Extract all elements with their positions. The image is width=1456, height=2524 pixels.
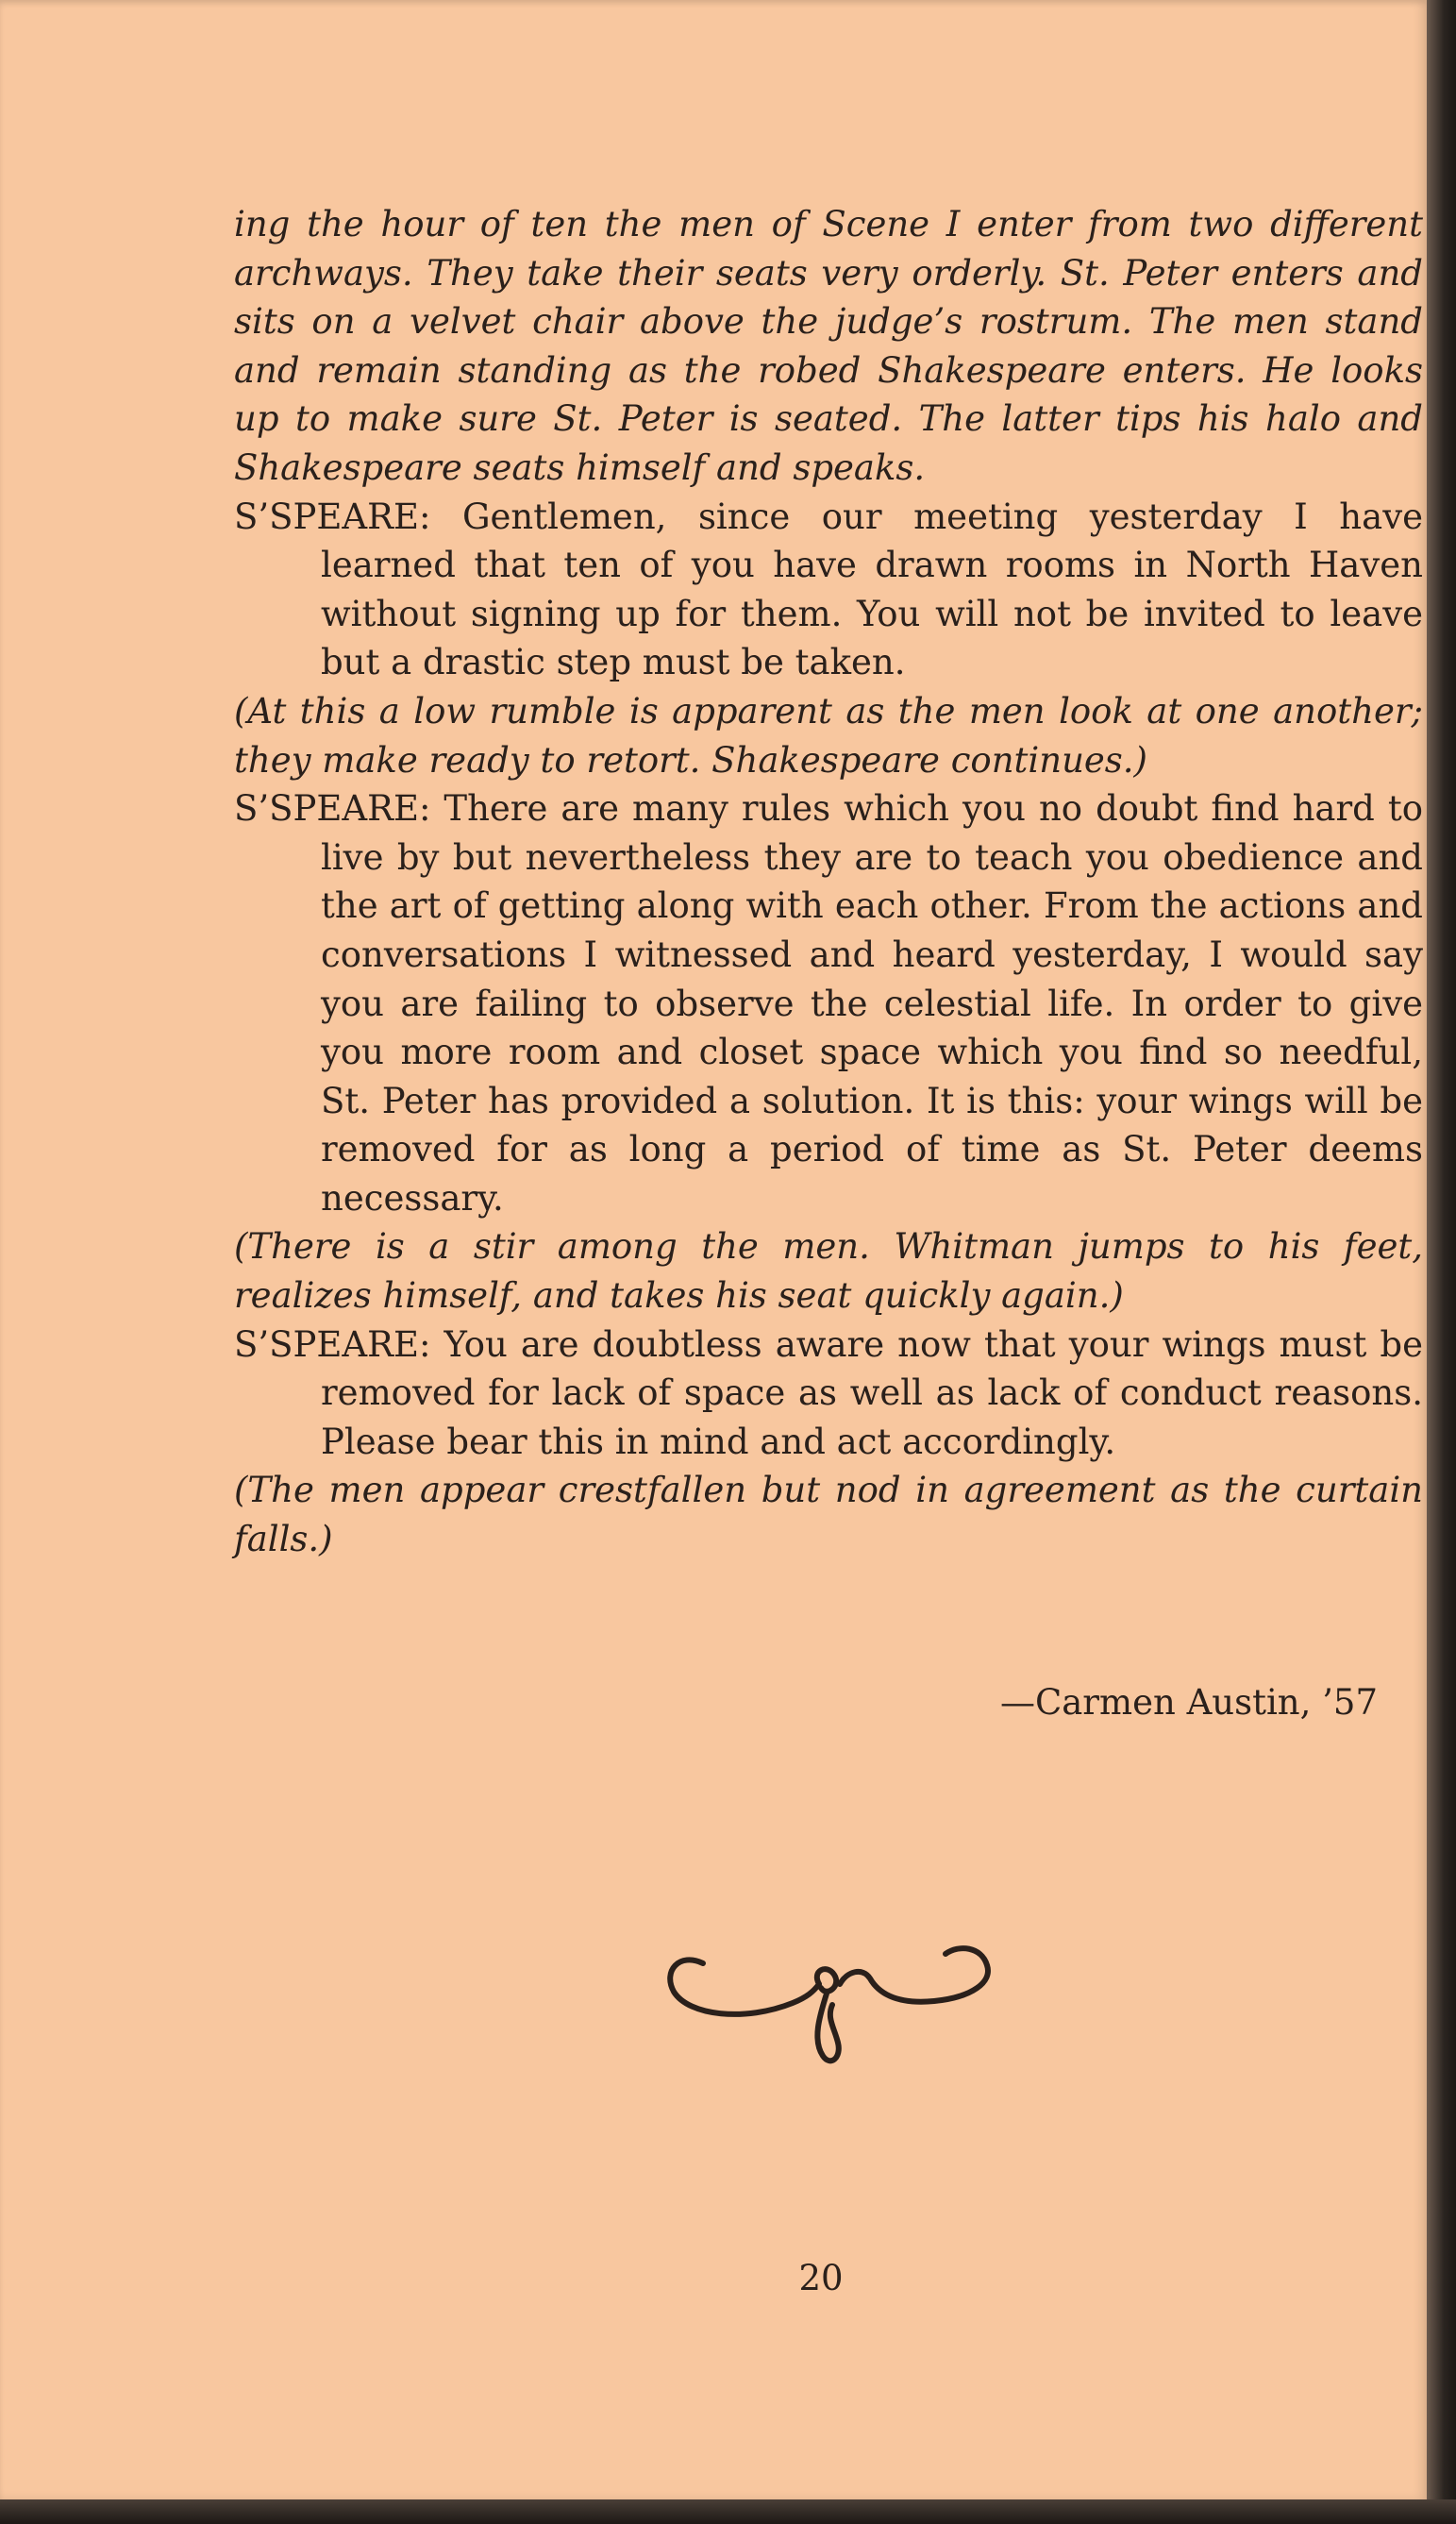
stage-direction-whitman: (There is a stir among the men. Whitman jumps to his feet, realizes himself, and takes his seat quickly again.) xyxy=(234,1226,1423,1317)
page-edge-bottom xyxy=(0,2499,1456,2524)
page-edge-right xyxy=(1427,0,1456,2524)
author-attribution: —Carmen Austin, ’57 xyxy=(999,1682,1378,1723)
flourish-ornament-icon xyxy=(661,1926,1000,2077)
speech-shakespeare-2: S’SPEARE: There are many rules which you no doubt find hard to live by but nevertheless they are to teach you obedience and the art of getting along with each other. From the actions and conversations I witnessed and heard yesterday, I would say you are failing to observe the celestial life. In order to give you more room and closet space which you find so needful, St. Peter has provided a solution. It is this: your wings will be removed for as long a period of time as St. Peter deems necessary. xyxy=(234,788,1423,1219)
play-text xyxy=(234,200,1423,1564)
page-number: 20 xyxy=(798,2258,844,2298)
speech-shakespeare-1: S’SPEARE: Gentlemen, since our meeting yesterday I have learned that ten of you have drawn rooms in North Haven without signing up for them. You will not be invited to leave but a drastic step must be taken. xyxy=(234,496,1423,683)
stage-direction-rumble: (At this a low rumble is apparent as the men look at one another; they make ready to retort. Shakespeare continues.) xyxy=(234,690,1423,781)
stage-direction-curtain: (The men appear crestfallen but nod in agreement as the curtain falls.) xyxy=(234,1470,1423,1560)
speech-shakespeare-3: S’SPEARE: You are doubtless aware now that your wings must be removed for lack of space as well as lack of conduct reasons. Please bear this in mind and act accordingly. xyxy=(234,1323,1423,1462)
stage-direction-opening: ing the hour of ten the men of Scene I enter from two different archways. They take their seats very orderly. St. Peter enters and sits on a velvet chair above the judge’s rostrum. The men stand and remain standing as the robed Shakespeare enters. He looks up to make sure St. Peter is seated. The latter tips his halo and Shakespeare seats himself and speaks. xyxy=(234,204,1423,488)
